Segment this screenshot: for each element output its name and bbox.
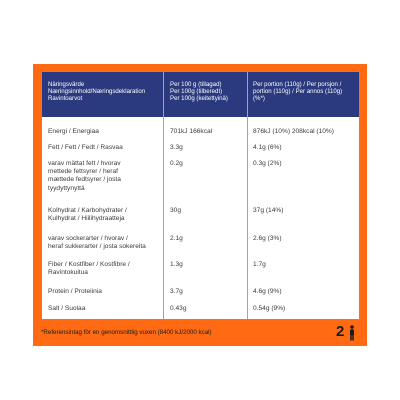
- row-label: Kolhydrat / Karbohydrater / Kulhydrat / Hiilihydraatteja: [48, 207, 127, 223]
- column-divider: [163, 72, 164, 319]
- nutrition-table: [41, 71, 360, 320]
- row-label: Fett / Fett / Fedt / Rasvaa: [48, 144, 123, 151]
- row-label: Energi / Energiaa: [48, 128, 99, 135]
- row-label: Salt / Suolaa: [48, 305, 86, 312]
- row-value-100g: 1.3g: [170, 261, 183, 268]
- row-value-100g: 30g: [170, 207, 182, 214]
- row-value-portion: 876kJ (10%) 208kcal (10%): [253, 128, 334, 135]
- row-value-100g: 3.7g: [170, 288, 183, 295]
- reference-intake-footnote: *Referensintag för en genomsnittlig vuxen (8400 kJ/2000 kcal): [41, 329, 212, 336]
- row-label: Protein / Proteiinia: [48, 288, 102, 295]
- row-value-100g: 2.1g: [170, 235, 183, 242]
- column-divider: [247, 72, 248, 319]
- row-value-portion: 0.3g (2%): [253, 160, 282, 167]
- header-per-100g: Per 100 g (tillagad) Per 100g (tilberedt) Per 100g (keitettyinä): [170, 81, 228, 103]
- row-value-portion: 37g (14%): [253, 207, 284, 214]
- person-icon: [348, 325, 356, 341]
- table-header: [42, 72, 359, 117]
- header-nutrition-label: Näringsvärde Næringsinnhold/Næringsdeklaration Ravintoarvot: [48, 81, 146, 103]
- row-value-portion: 4.1g (6%): [253, 144, 282, 151]
- row-value-100g: 701kJ 166kcal: [170, 128, 213, 135]
- row-value-portion: 4.6g (9%): [253, 288, 282, 295]
- row-label: varav sockerarter / hvorav / heraf sukkerarter / josta sokereita: [48, 235, 146, 251]
- row-value-portion: 2.6g (3%): [253, 235, 282, 242]
- row-value-portion: 1.7g: [253, 261, 266, 268]
- row-value-portion: 0.54g (9%): [253, 305, 286, 312]
- row-value-100g: 0.2g: [170, 160, 183, 167]
- header-per-portion: Per portion (110g) / Per porsjon / portion (110g) / Per annos (110g) (%*): [253, 81, 343, 103]
- row-label: Fiber / Kostfiber / Kostfibre / Ravintokuitua: [48, 261, 130, 277]
- row-value-100g: 0.43g: [170, 305, 187, 312]
- row-label: varav mättat fett / hvorav mettede fettsyrer / heraf mættede fedtsyrer / josta tyydyttynyttä: [48, 160, 121, 192]
- portion-count: 2: [336, 323, 345, 340]
- row-value-100g: 3.3g: [170, 144, 183, 151]
